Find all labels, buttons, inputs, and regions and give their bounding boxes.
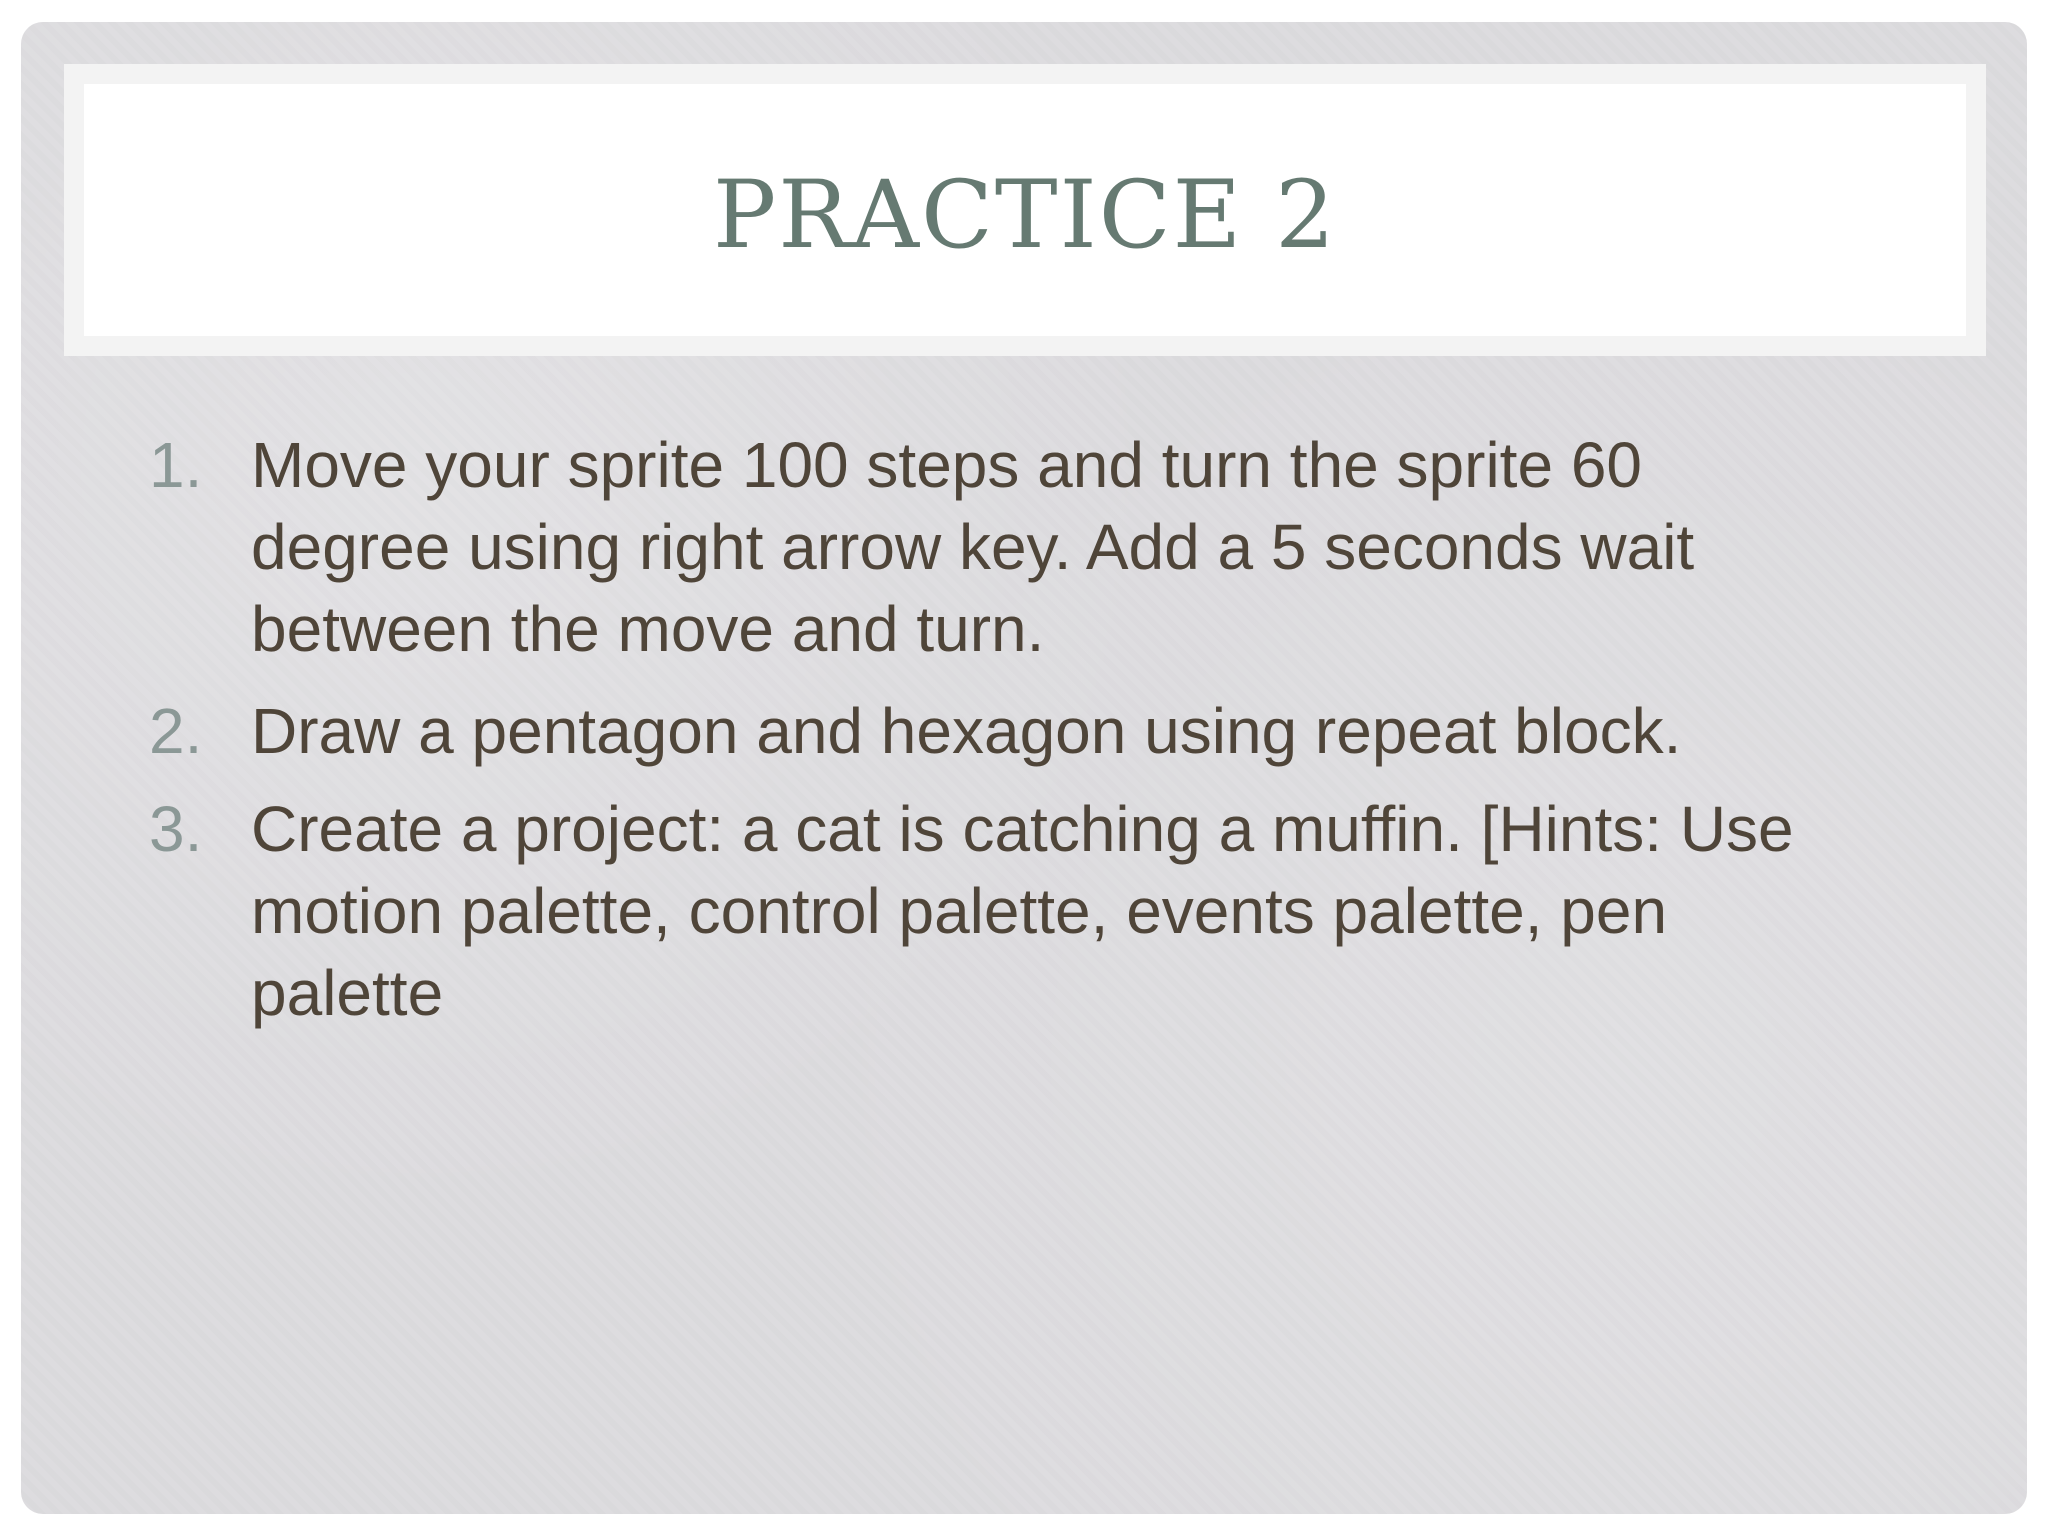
list-item-number: 1. (149, 429, 203, 501)
slide (21, 22, 2027, 1514)
list-item-text: Draw a pentagon and hexagon using repeat block. (251, 695, 1682, 767)
content-list (21, 22, 2027, 1514)
list-item-number: 3. (149, 793, 203, 865)
slide-title: PRACTICE 2 (713, 160, 1337, 270)
list-item-text: Move your sprite 100 steps and turn the sprite 60 degree using right arrow key. Add a 5 seconds wait between the move and turn. (251, 429, 1695, 665)
list-item-text: Create a project: a cat is catching a muffin. [Hints: Use motion palette, control palette, events palette, pen palette (251, 793, 1794, 1029)
list-item-number: 2. (149, 695, 203, 767)
